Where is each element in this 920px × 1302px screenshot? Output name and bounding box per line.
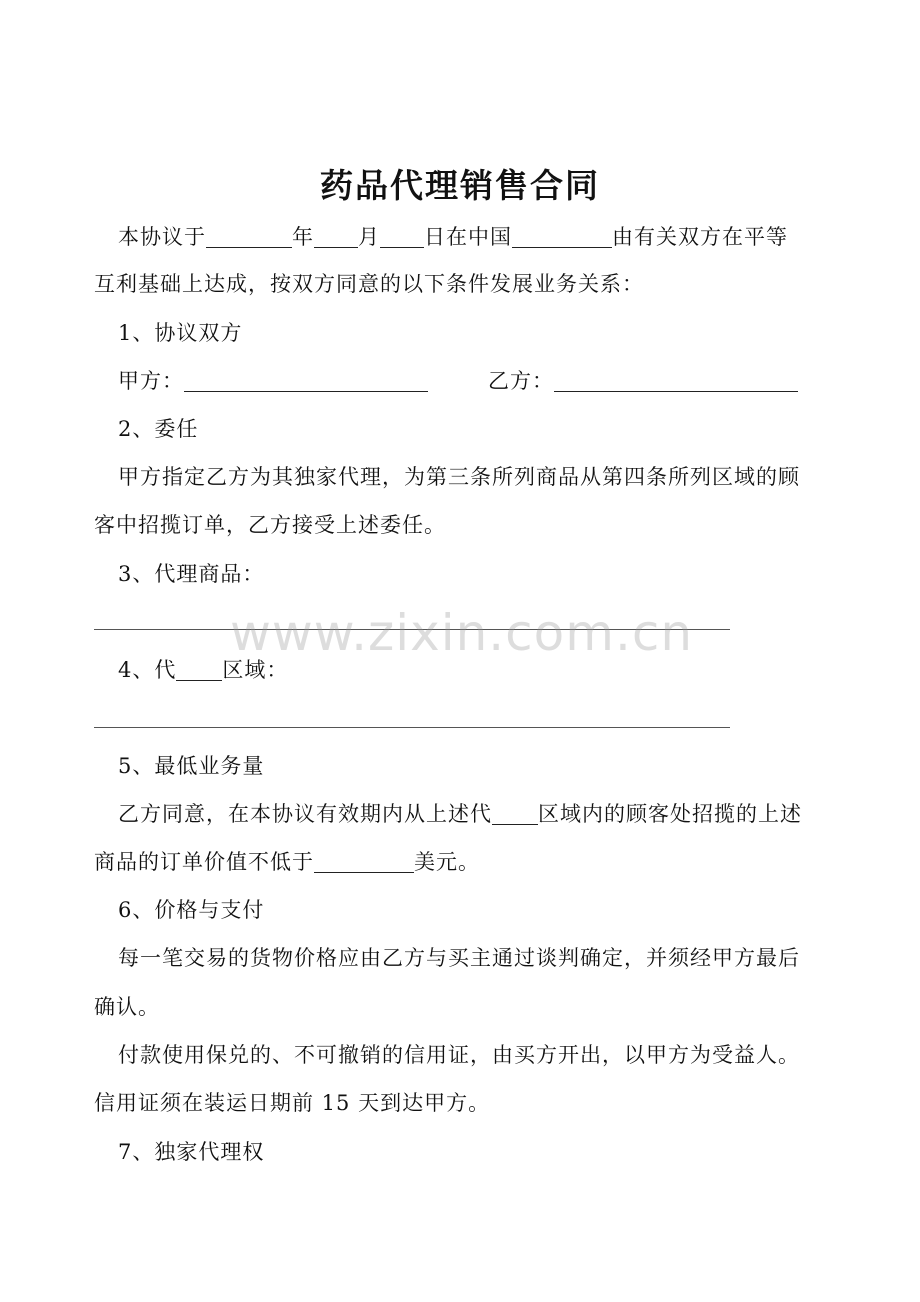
watermark: www.zixin.com.cn xyxy=(230,604,694,662)
party-a-blank xyxy=(184,371,428,392)
section-4-text: 区域： xyxy=(222,658,289,682)
section-5-text: 商品的订单价值不低于 xyxy=(94,850,314,874)
document-title: 药品代理销售合同 xyxy=(320,166,600,205)
section-7-heading: 7、独家代理权 xyxy=(118,1140,265,1164)
section-5-line-1 xyxy=(118,798,863,830)
section-5-line-2 xyxy=(94,846,839,878)
section-2-heading: 2、委任 xyxy=(118,417,199,441)
intro-text: 本协议于 xyxy=(118,225,206,249)
section-5-text: 区域内的顾客处招揽的上述 xyxy=(538,802,802,826)
section-6-line-3: 付款使用保兑的、不可撤销的信用证，由买方开出，以甲方为受益人。 xyxy=(118,1043,800,1067)
place-blank xyxy=(512,227,612,248)
agency-blank xyxy=(492,804,538,825)
month-blank xyxy=(314,227,358,248)
intro-text: 月 xyxy=(358,225,380,249)
section-2-line-2: 客中招揽订单，乙方接受上述委任。 xyxy=(94,513,446,537)
parties-line xyxy=(118,365,863,397)
amount-blank xyxy=(314,852,414,873)
section-3-heading: 3、代理商品： xyxy=(118,562,265,586)
party-a-label: 甲方： xyxy=(118,369,184,393)
day-blank xyxy=(380,227,424,248)
intro-text: 年 xyxy=(292,225,314,249)
region-fill-line xyxy=(94,727,730,728)
section-4-heading xyxy=(118,654,863,686)
year-blank xyxy=(206,227,292,248)
intro-text: 由有关双方在平等 xyxy=(612,225,788,249)
intro-line-2: 互利基础上达成，按双方同意的以下条件发展业务关系： xyxy=(94,272,644,296)
agency-blank xyxy=(176,660,222,681)
section-6-line-1: 每一笔交易的货物价格应由乙方与买主通过谈判确定，并须经甲方最后 xyxy=(118,946,800,970)
section-5-text: 乙方同意，在本协议有效期内从上述代 xyxy=(118,802,492,826)
section-6-line-4: 信用证须在装运日期前 15 天到达甲方。 xyxy=(94,1091,491,1115)
section-2-line-1: 甲方指定乙方为其独家代理，为第三条所列商品从第四条所列区域的顾 xyxy=(118,465,800,489)
section-1-heading: 1、协议双方 xyxy=(118,321,243,345)
intro-text: 日在中国 xyxy=(424,225,512,249)
party-b-label: 乙方： xyxy=(488,369,554,393)
intro-line-1 xyxy=(118,221,863,253)
section-6-line-2: 确认。 xyxy=(94,995,160,1019)
section-5-text: 美元。 xyxy=(414,850,480,874)
section-4-text: 4、代 xyxy=(118,658,177,682)
party-b-blank xyxy=(554,371,798,392)
section-6-heading: 6、价格与支付 xyxy=(118,898,265,922)
section-5-heading: 5、最低业务量 xyxy=(118,754,265,778)
